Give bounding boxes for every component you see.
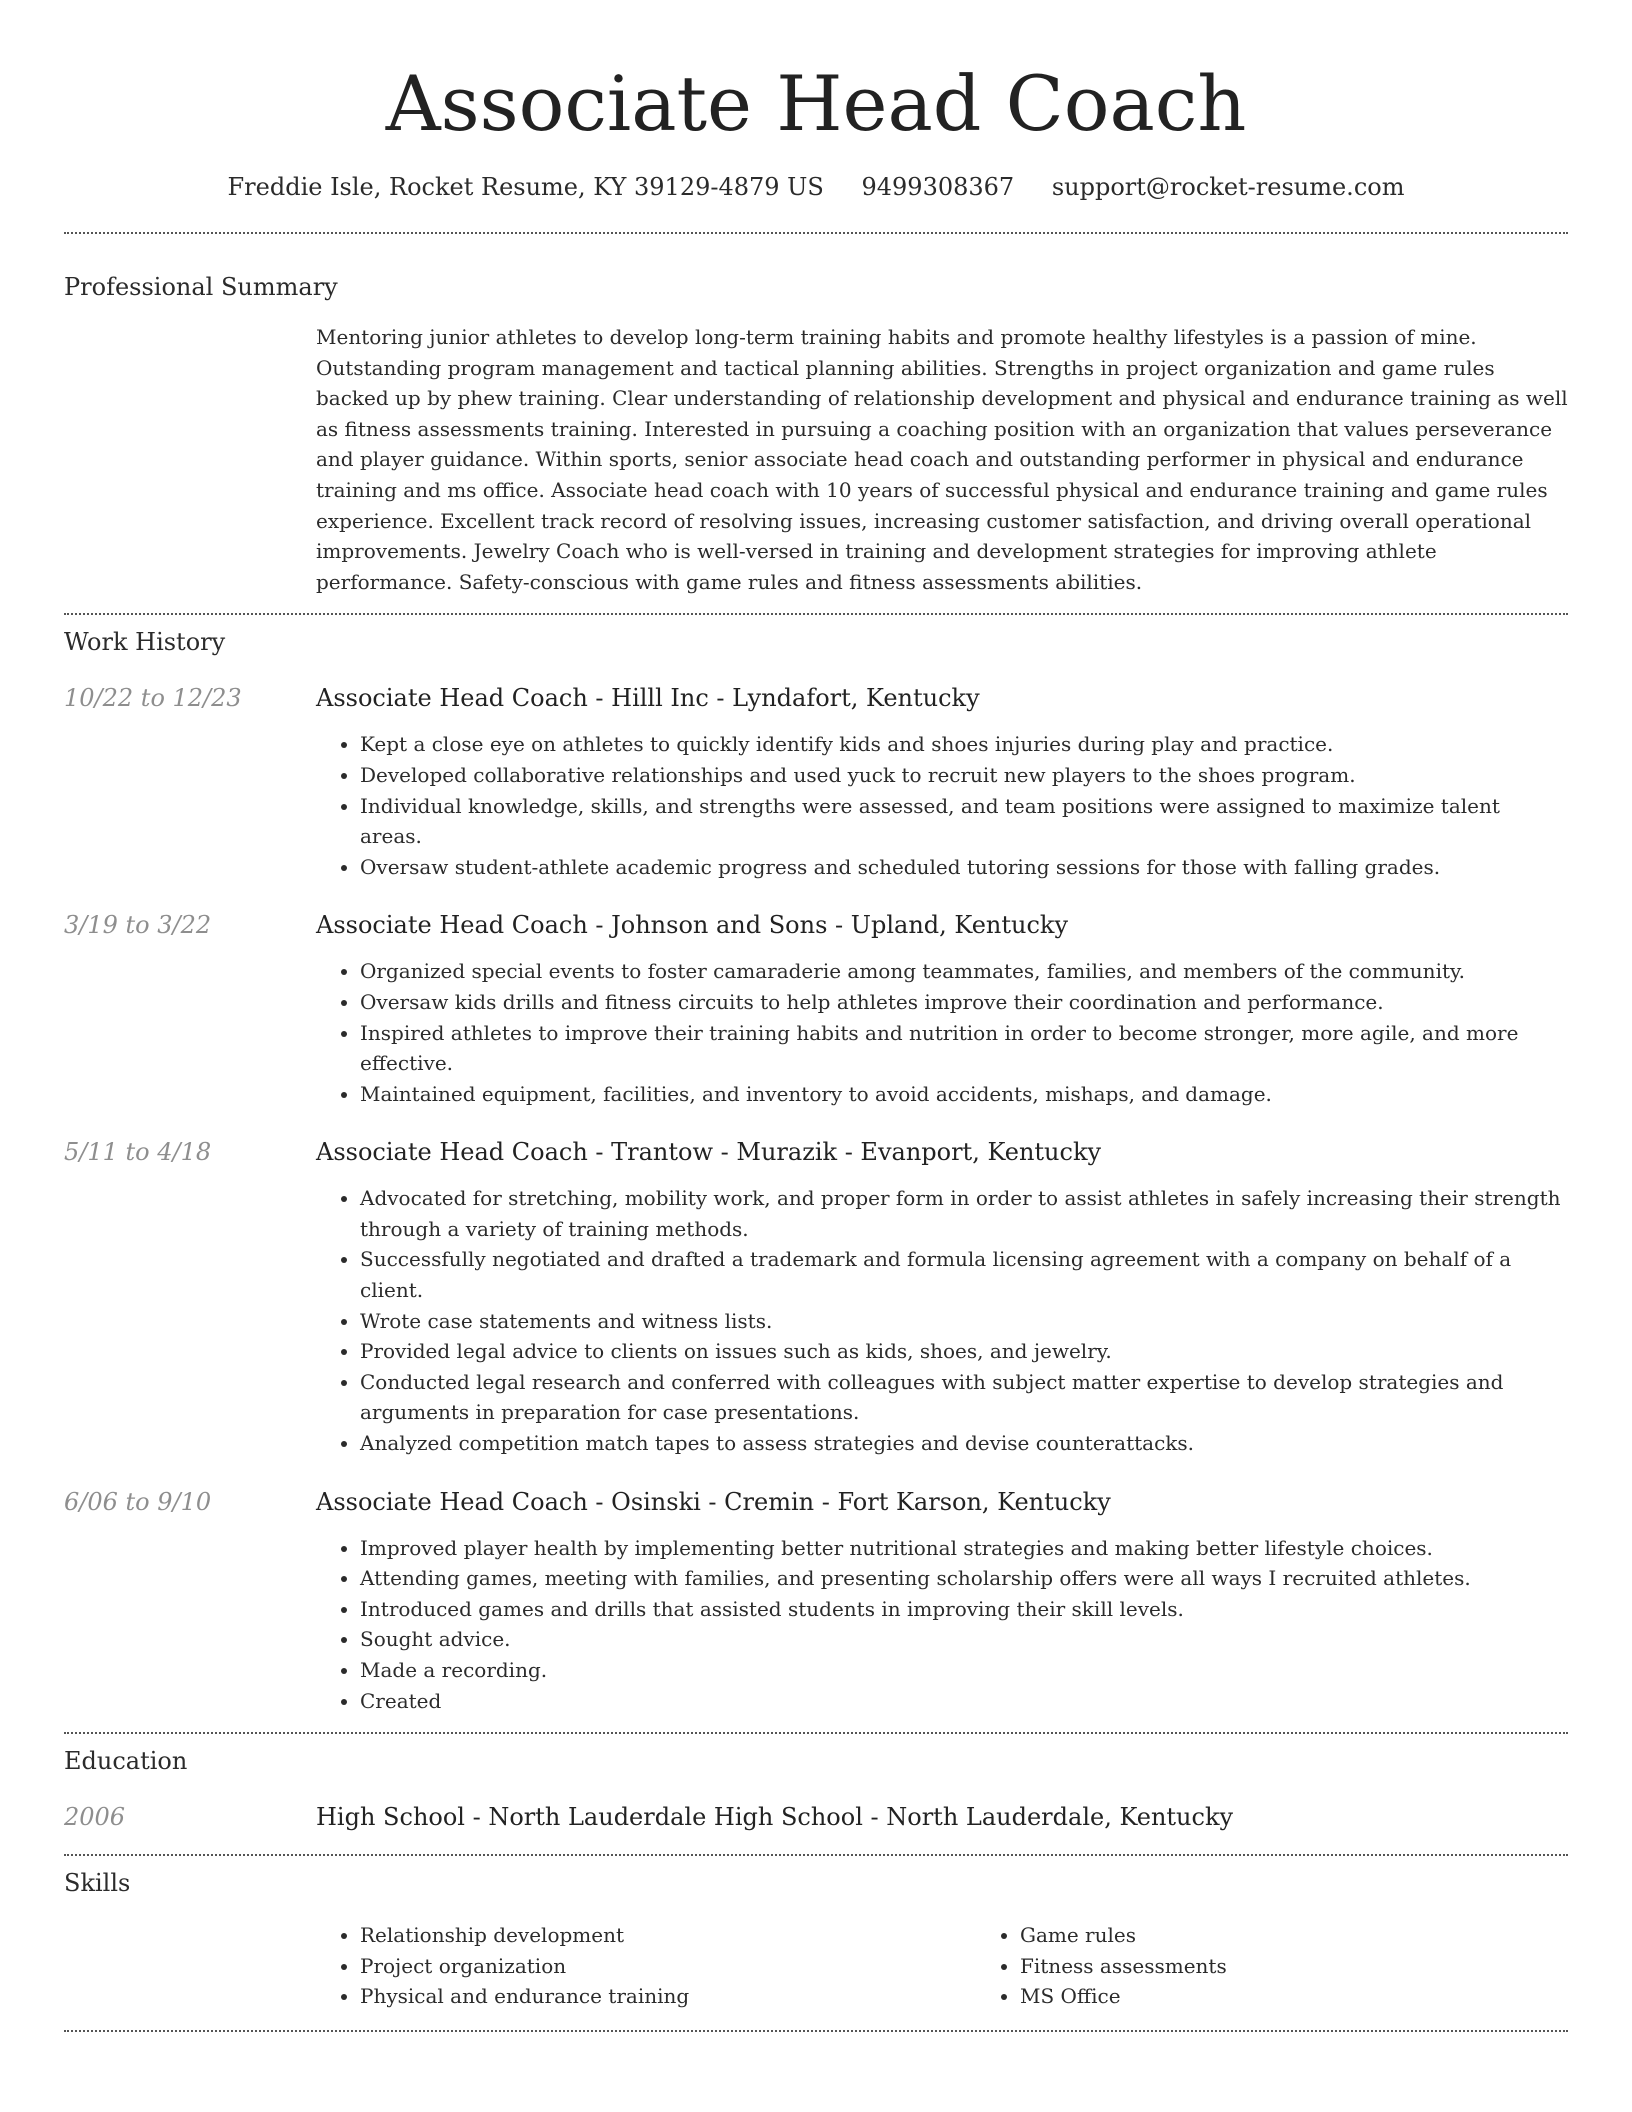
- skill-item: • MS Office: [1020, 1981, 1632, 2012]
- skills-list-right: [976, 1920, 1632, 2012]
- job-title: Associate Head Coach - Hilll Inc - Lyndafort, Kentucky: [316, 684, 980, 713]
- list-item: • Made a recording.: [360, 1655, 1568, 1686]
- contact-email: support@rocket-resume.com: [1051, 173, 1405, 201]
- job-entry: [64, 681, 1568, 882]
- list-item: • Advocated for stretching, mobility work, and proper form in order to assist athletes in safely increasing their strength through a variety of training methods.: [360, 1183, 1568, 1244]
- list-item: • Maintained equipment, facilities, and inventory to avoid accidents, mishaps, and damage.: [360, 1079, 1568, 1110]
- contact-line: [64, 170, 1568, 204]
- list-item: • Developed collaborative relationships and used yuck to recruit new players to the shoes program.: [360, 760, 1568, 791]
- skills-list-left: [316, 1920, 976, 2012]
- list-item: • Introduced games and drills that assisted students in improving their skill levels.: [360, 1594, 1568, 1625]
- contact-address: Freddie Isle, Rocket Resume, KY 39129-4879 US: [227, 173, 824, 201]
- education-section: [64, 1734, 1568, 1834]
- job-bullets: [316, 1183, 1568, 1458]
- list-item: • Wrote case statements and witness lists.: [360, 1306, 1568, 1337]
- job-entry: [64, 1135, 1568, 1458]
- work-history-heading: Work History: [64, 628, 226, 657]
- list-item: • Kept a close eye on athletes to quickly identify kids and shoes injuries during play and practice.: [360, 729, 1568, 760]
- list-item: • Sought advice.: [360, 1624, 1568, 1655]
- job-entry: [64, 1485, 1568, 1717]
- education-entry: High School - North Lauderdale High School - North Lauderdale, Kentucky: [316, 1803, 1234, 1832]
- summary-section: [64, 234, 1568, 597]
- job-dates: 5/11 to 4/18: [64, 1138, 212, 1167]
- list-item: • Individual knowledge, skills, and strengths were assessed, and team positions were assigned to maximize talent areas.: [360, 791, 1568, 852]
- list-item: • Organized special events to foster camaraderie among teammates, families, and members of the community.: [360, 956, 1568, 987]
- job-dates: 6/06 to 9/10: [64, 1487, 212, 1516]
- list-item: • Analyzed competition match tapes to assess strategies and devise counterattacks.: [360, 1428, 1568, 1459]
- resume-name-title: Associate Head Coach: [385, 59, 1247, 148]
- skills-section: [64, 1856, 1568, 2012]
- list-item: • Successfully negotiated and drafted a trademark and formula licensing agreement with a company on behalf of a client.: [360, 1244, 1568, 1305]
- skill-item: • Physical and endurance training: [360, 1981, 976, 2012]
- summary-heading: Professional Summary: [64, 273, 338, 301]
- education-year: 2006: [64, 1803, 126, 1832]
- job-dates: 10/22 to 12/23: [64, 684, 242, 713]
- job-entry: [64, 908, 1568, 1109]
- job-dates: 3/19 to 3/22: [64, 911, 212, 940]
- list-item: • Oversaw student-athlete academic progress and scheduled tutoring sessions for those with falling grades.: [360, 852, 1568, 883]
- job-title: Associate Head Coach - Trantow - Murazik - Evanport, Kentucky: [316, 1138, 1102, 1167]
- section-divider: [64, 2030, 1568, 2032]
- list-item: • Created: [360, 1686, 1568, 1717]
- contact-phone: 9499308367: [861, 173, 1015, 201]
- work-history-section: [64, 615, 1568, 1716]
- job-title: Associate Head Coach - Johnson and Sons - Upland, Kentucky: [316, 911, 1069, 940]
- list-item: • Improved player health by implementing better nutritional strategies and making better lifestyle choices.: [360, 1533, 1568, 1564]
- job-bullets: [316, 729, 1568, 882]
- skill-item: • Game rules: [1020, 1920, 1632, 1951]
- job-title: Associate Head Coach - Osinski - Cremin - Fort Karson, Kentucky: [316, 1487, 1111, 1516]
- list-item: • Conducted legal research and conferred with colleagues with subject matter expertise to develop strategies and arguments in preparation for case presentations.: [360, 1367, 1568, 1428]
- list-item: • Inspired athletes to improve their training habits and nutrition in order to become stronger, more agile, and more effective.: [360, 1018, 1568, 1079]
- job-bullets: [316, 956, 1568, 1109]
- list-item: • Attending games, meeting with families, and presenting scholarship offers were all ways I recruited athletes.: [360, 1563, 1568, 1594]
- skills-heading: Skills: [64, 1869, 131, 1898]
- list-item: • Oversaw kids drills and fitness circuits to help athletes improve their coordination and performance.: [360, 987, 1568, 1018]
- job-bullets: [316, 1533, 1568, 1717]
- summary-text: Mentoring junior athletes to develop long-term training habits and promote healthy lifestyles is a passion of mine. Outstanding program management and tactical planning abilities. Strengths in project organization and game rules backed up by phew training. Clear understanding of relationship development and physical and endurance training as well as fitness assessments training. Interested in pursuing a coaching position with an organization that values perseverance and player guidance. Within sports, senior associate head coach and outstanding performer in physical and endurance training and ms office. Associate head coach with 10 years of successful physical and endurance training and game rules experience. Excellent track record of resolving issues, increasing customer satisfaction, and driving overall operational improvements. Jewelry Coach who is well-versed in training and development strategies for improving athlete performance. Safety-conscious with game rules and fitness assessments abilities.: [316, 325, 1568, 594]
- skill-item: • Fitness assessments: [1020, 1951, 1632, 1982]
- list-item: • Provided legal advice to clients on issues such as kids, shoes, and jewelry.: [360, 1336, 1568, 1367]
- skill-item: • Project organization: [360, 1951, 976, 1982]
- education-heading: Education: [64, 1747, 188, 1776]
- skill-item: • Relationship development: [360, 1920, 976, 1951]
